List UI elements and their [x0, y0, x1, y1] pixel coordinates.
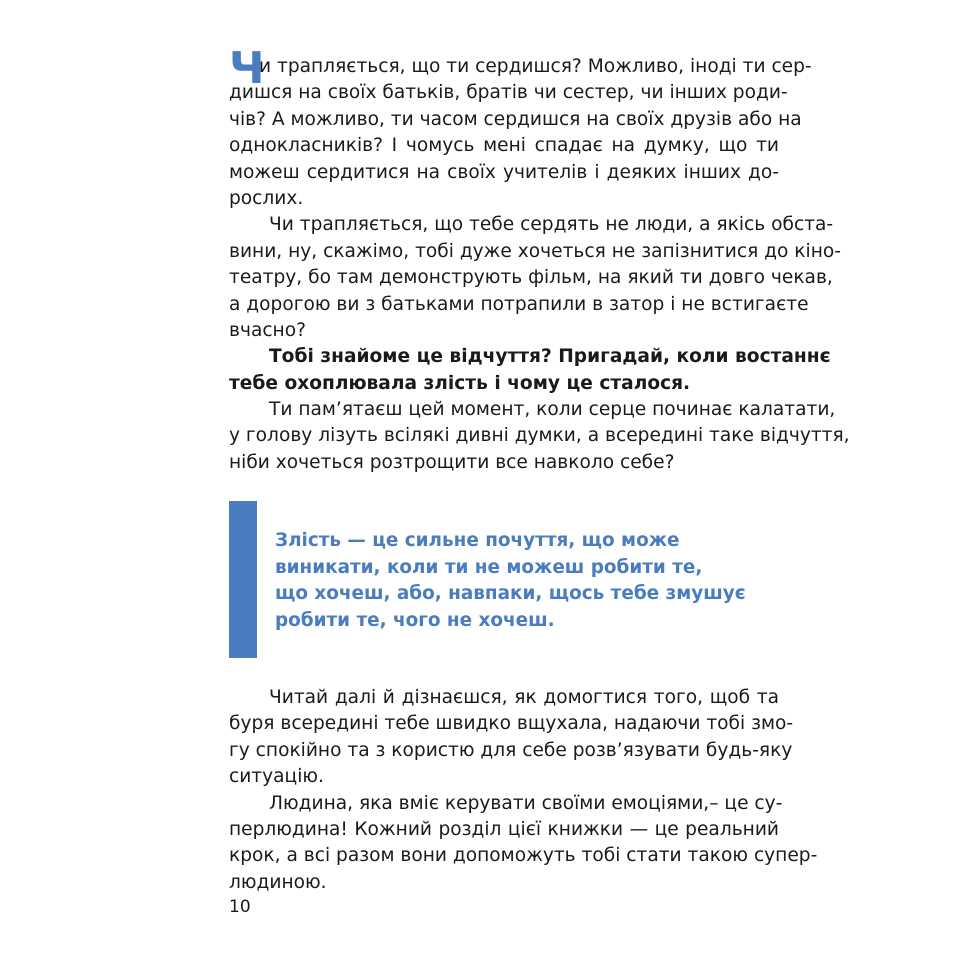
paragraph6-line-2: перлюдина! Кожний розділ цієї книжки — це реальний [229, 818, 779, 840]
intro-line-3: чів? А можливо, ти часом сердишся на своїх друзів або на [229, 108, 802, 130]
paragraph2-line-1: Чи трапляється, що тебе сердять не люди, а якісь обста- [269, 214, 834, 236]
intro-line-6: рослих. [229, 187, 304, 209]
callout-line-2: виникати, коли ти не можеш робити те, [275, 556, 703, 578]
paragraph2-line-2: вини, ну, скажімо, тобі дуже хочеться не запізнитися до кіно- [229, 240, 841, 262]
paragraph6-line-3: крок, а всі разом вони допоможуть тобі стати такою супер- [229, 845, 818, 867]
paragraph2-line-4: а дорогою ви з батьками потрапили в затор і не встигаєте [229, 293, 809, 315]
paragraph5-line-2: буря всередині тебе швидко вщухала, надаючи тобі змо- [229, 713, 794, 735]
definition-callout [229, 501, 749, 658]
intro-line-1: Ч и трапляється, що ти сердишся? Можливо, іноді ти сер- [229, 43, 812, 94]
page-number: 10 [229, 897, 251, 917]
paragraph4-line-3: ніби хочеться розтрощити все навколо себе? [229, 451, 675, 473]
paragraph5-line-3: гу спокійно та з користю для себе розв’язувати будь-яку [229, 739, 793, 761]
callout-line-1: Злість — це сильне почуття, що може [275, 530, 680, 551]
paragraph2-line-3: театру, бо там демонструють фільм, на який ти довго чекав, [229, 267, 833, 289]
paragraph5-line-4: ситуацію. [229, 766, 324, 788]
main-text-top [229, 43, 850, 476]
callout-line-3: що хочеш, або, навпаки, щось тебе змушує [275, 583, 746, 605]
intro-line-2: дишся на своїх батьків, братів чи сестер, чи інших роди- [229, 82, 788, 104]
paragraph3-line-2: тебе охоплювала злість і чому це сталося. [229, 372, 691, 394]
drop-cap: Ч [229, 43, 265, 94]
paragraph4-line-1: Ти пам’ятаєш цей момент, коли серце починає калатати, [269, 399, 836, 421]
intro-line-4: однокласників? І чомусь мені спадає на думку, що ти [229, 135, 779, 157]
main-text-bottom [229, 685, 818, 896]
paragraph5-line-1: Читай далі й дізнаєшся, як домогтися того, щоб та [269, 687, 779, 708]
paragraph4-line-2: у голову лізуть всілякі дивні думки, а всередині таке відчуття, [229, 425, 850, 447]
paragraph6-line-4: людиною. [229, 871, 327, 893]
callout-accent-bar [229, 501, 257, 658]
paragraph6-line-1: Людина, яка вміє керувати своїми емоціями,– це су- [269, 792, 783, 814]
paragraph2-line-5: вчасно? [229, 319, 306, 341]
intro-line-5: можеш сердитися на своїх учителів і деяких інших до- [229, 161, 779, 183]
callout-text [275, 528, 745, 634]
callout-line-4: робити те, чого не хочеш. [275, 609, 555, 631]
paragraph3-line-1: Тобі знайоме це відчуття? Пригадай, коли востаннє [269, 346, 831, 368]
